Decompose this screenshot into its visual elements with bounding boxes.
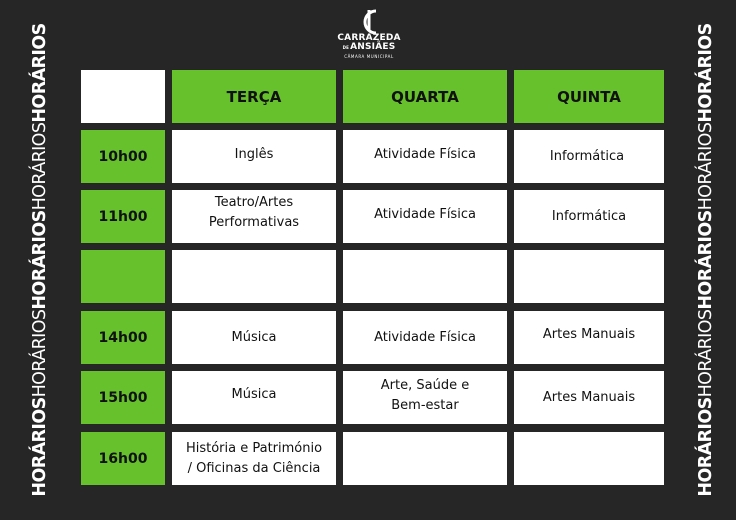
class-cell [514,311,664,364]
class-cell-empty [514,432,664,485]
time-cell-empty [81,250,165,303]
class-line: Artes Manuais [542,389,636,405]
side-word: HORÁRIOS [696,210,716,310]
class-line: História e Património [185,440,323,456]
class-cell-empty [343,250,507,303]
class-cell [343,311,507,364]
class-cell [172,311,336,364]
side-banner-left-text [30,23,50,496]
side-word: HORÁRIOS [30,309,50,398]
class-line: Informática [549,148,625,164]
class-cell [343,371,507,424]
side-word: HORÁRIOS [30,397,50,497]
side-banner-left [28,0,52,520]
logo-text-ansiaes-word: ANSIÃES [350,42,396,52]
column-header-terca: TERÇA [172,70,336,123]
class-cell [172,371,336,424]
class-line: Atividade Física [374,329,476,345]
class-cell-empty [172,250,336,303]
class-line: Bem-estar [391,397,459,413]
side-word: HORÁRIOS [696,23,716,123]
class-line: Informática [551,208,627,224]
class-line: Teatro/Artes [214,194,294,210]
time-cell: 14h00 [81,311,165,364]
side-word: HORÁRIOS [30,210,50,310]
class-line: Atividade Física [374,146,476,162]
logo-text-camara: CÂMARA MUNICIPAL [344,54,394,59]
class-cell [172,432,336,485]
side-banner-right-text [696,23,716,496]
class-line: / Oficinas da Ciência [187,460,321,476]
side-word: HORÁRIOS [696,397,716,497]
class-line: Atividade Física [374,206,476,222]
time-cell: 16h00 [81,432,165,485]
time-cell: 10h00 [81,130,165,183]
class-cell [343,130,507,183]
time-cell: 11h00 [81,190,165,243]
carrazeda-c-logo-icon [354,8,384,36]
logo-text-de: DE [342,45,350,50]
column-header-quinta: QUINTA [514,70,664,123]
corner-cell [81,70,165,123]
class-cell [343,190,507,243]
class-cell-empty [514,250,664,303]
side-word: HORÁRIOS [30,23,50,123]
class-cell-empty [343,432,507,485]
class-line: Performativas [208,214,300,230]
class-line: Inglês [234,146,274,162]
class-cell [172,130,336,183]
side-word: HORÁRIOS [696,122,716,211]
class-cell [172,190,336,243]
class-cell [514,130,664,183]
side-word: HORÁRIOS [30,122,50,211]
class-cell [514,190,664,243]
side-banner-right [694,0,718,520]
class-line: Artes Manuais [542,326,636,342]
class-line: Arte, Saúde e [380,377,470,393]
municipality-logo [334,8,404,68]
class-line: Música [231,329,277,345]
logo-text-carrazeda: CARRAZEDA [337,33,401,43]
column-header-quarta: QUARTA [343,70,507,123]
side-word: HORÁRIOS [696,309,716,398]
class-cell [514,371,664,424]
class-line: Música [231,386,277,402]
time-cell: 15h00 [81,371,165,424]
logo-text-ansiaes [334,43,404,52]
